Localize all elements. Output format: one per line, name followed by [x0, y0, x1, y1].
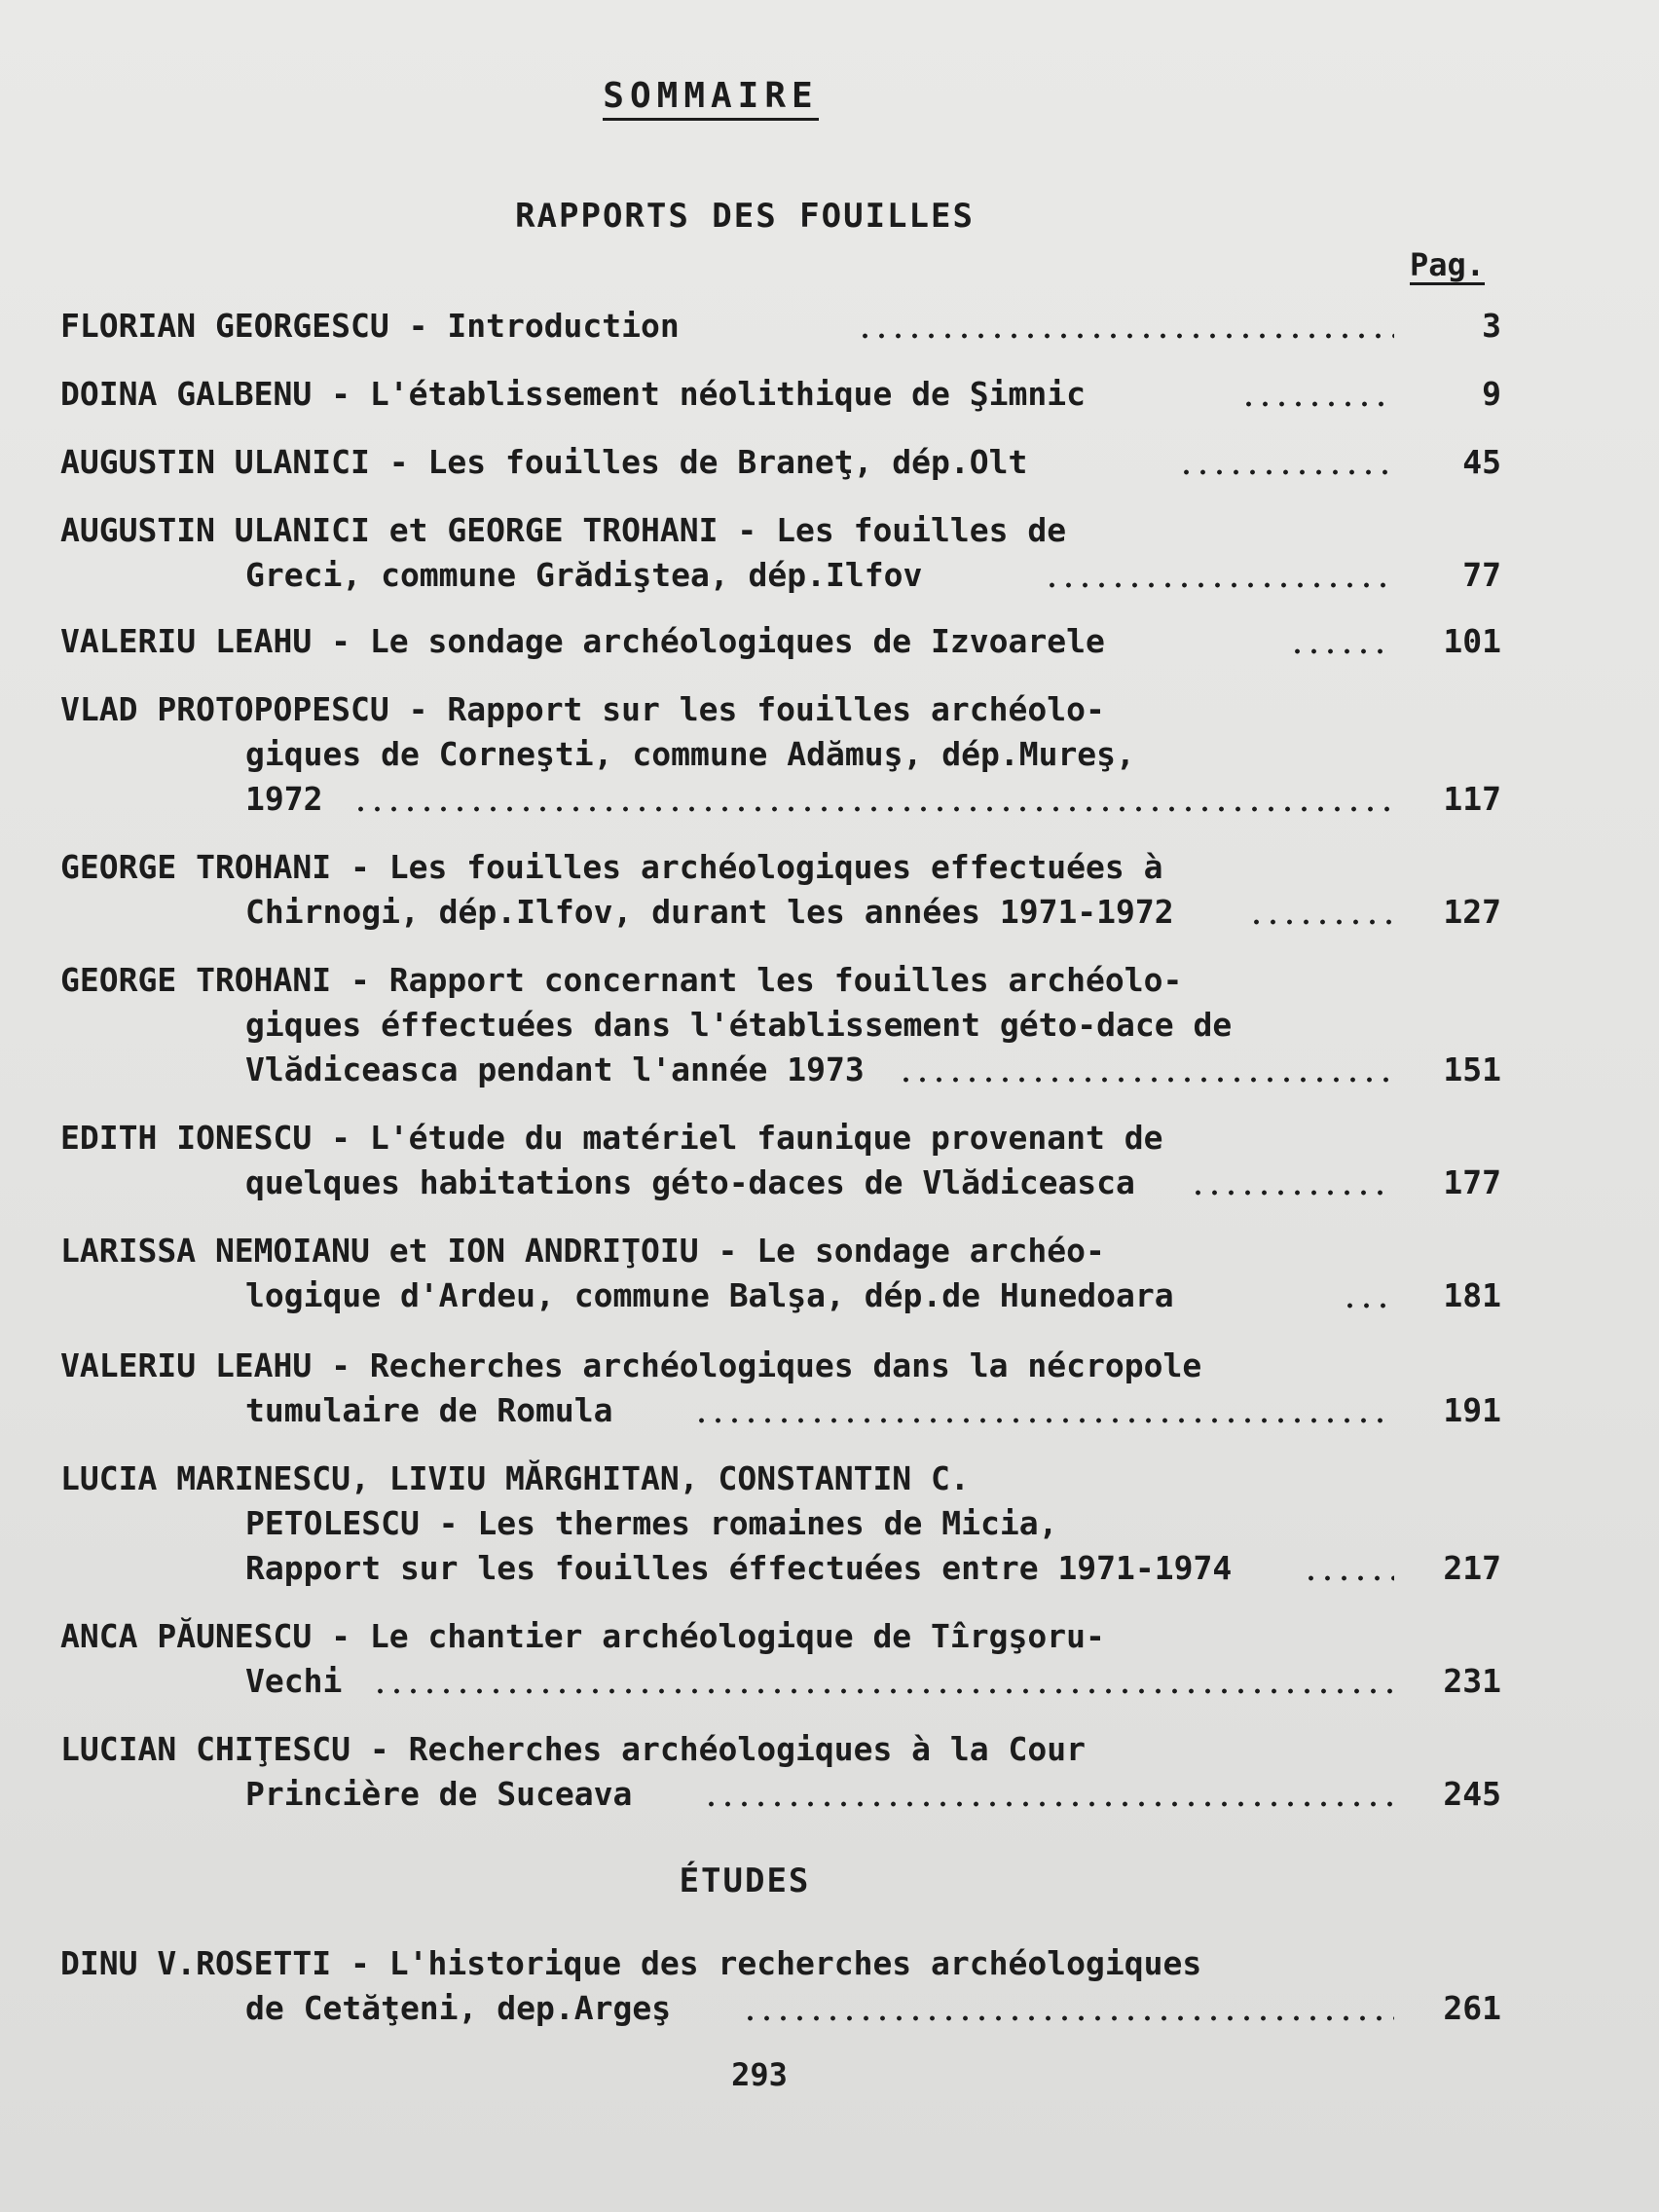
toc-entry: GEORGE TROHANI - Les fouilles archéologiques effectuées à Chirnogi, dép.Ilfov, durant les années 1971-1972 127 — [60, 848, 1501, 931]
page-title: SOMMAIRE — [0, 76, 1421, 116]
section-heading-reports: RAPPORTS DES FOUILLES — [515, 197, 975, 236]
toc-entry: GEORGE TROHANI - Rapport concernant les fouilles archéolo- giques éffectuées dans l'établissement géto-dace de Vlădiceasca pendant l'année 1973 151 — [60, 961, 1501, 1088]
toc-entry: EDITH IONESCU - L'étude du matériel faunique provenant de quelques habitations géto-daces de Vlădiceasca 177 — [60, 1119, 1501, 1201]
toc-entry: DOINA GALBENU - L'établissement néolithique de Şimnic 9 — [60, 375, 1501, 413]
toc-entry: AUGUSTIN ULANICI - Les fouilles de Braneţ, dép.Olt 45 — [60, 443, 1501, 481]
toc-entry: FLORIAN GEORGESCU - Introduction 3 — [60, 307, 1501, 345]
toc-entry: AUGUSTIN ULANICI et GEORGE TROHANI - Les fouilles de Greci, commune Grădiştea, dép.Ilfov 77 — [60, 511, 1501, 594]
toc-entry: LARISSA NEMOIANU et ION ANDRIŢOIU - Le sondage archéo- logique d'Ardeu, commune Balşa, dép.de Hunedoara 181 — [60, 1232, 1501, 1314]
toc-entry: LUCIA MARINESCU, LIVIU MĂRGHITAN, CONSTANTIN C. PETOLESCU - Les thermes romaines de Micia, Rapport sur les fouilles éffectuées entre 1971-1974 217 — [60, 1459, 1501, 1587]
section-heading-studies: ÉTUDES — [679, 1862, 811, 1900]
toc-entry: VALERIU LEAHU - Recherches archéologiques dans la nécropole tumulaire de Romula 191 — [60, 1346, 1501, 1429]
toc-entry: ANCA PĂUNESCU - Le chantier archéologique de Tîrgşoru- Vechi 231 — [60, 1617, 1501, 1700]
page-number: 293 — [731, 2056, 788, 2093]
toc-entry: VLAD PROTOPOPESCU - Rapport sur les fouilles archéolo- giques de Corneşti, commune Adămuş, dép.Mureş, 1972 117 — [60, 690, 1501, 818]
toc-entry: VALERIU LEAHU - Le sondage archéologiques de Izvoarele 101 — [60, 622, 1501, 660]
toc-entry: LUCIAN CHIŢESCU - Recherches archéologiques à la Cour Princière de Suceava 245 — [60, 1730, 1501, 1813]
toc-entry: DINU V.ROSETTI - L'historique des recherches archéologiques de Cetăţeni, dep.Argeş 261 — [60, 1944, 1501, 2027]
page-column-label: Pag. — [1410, 246, 1486, 283]
